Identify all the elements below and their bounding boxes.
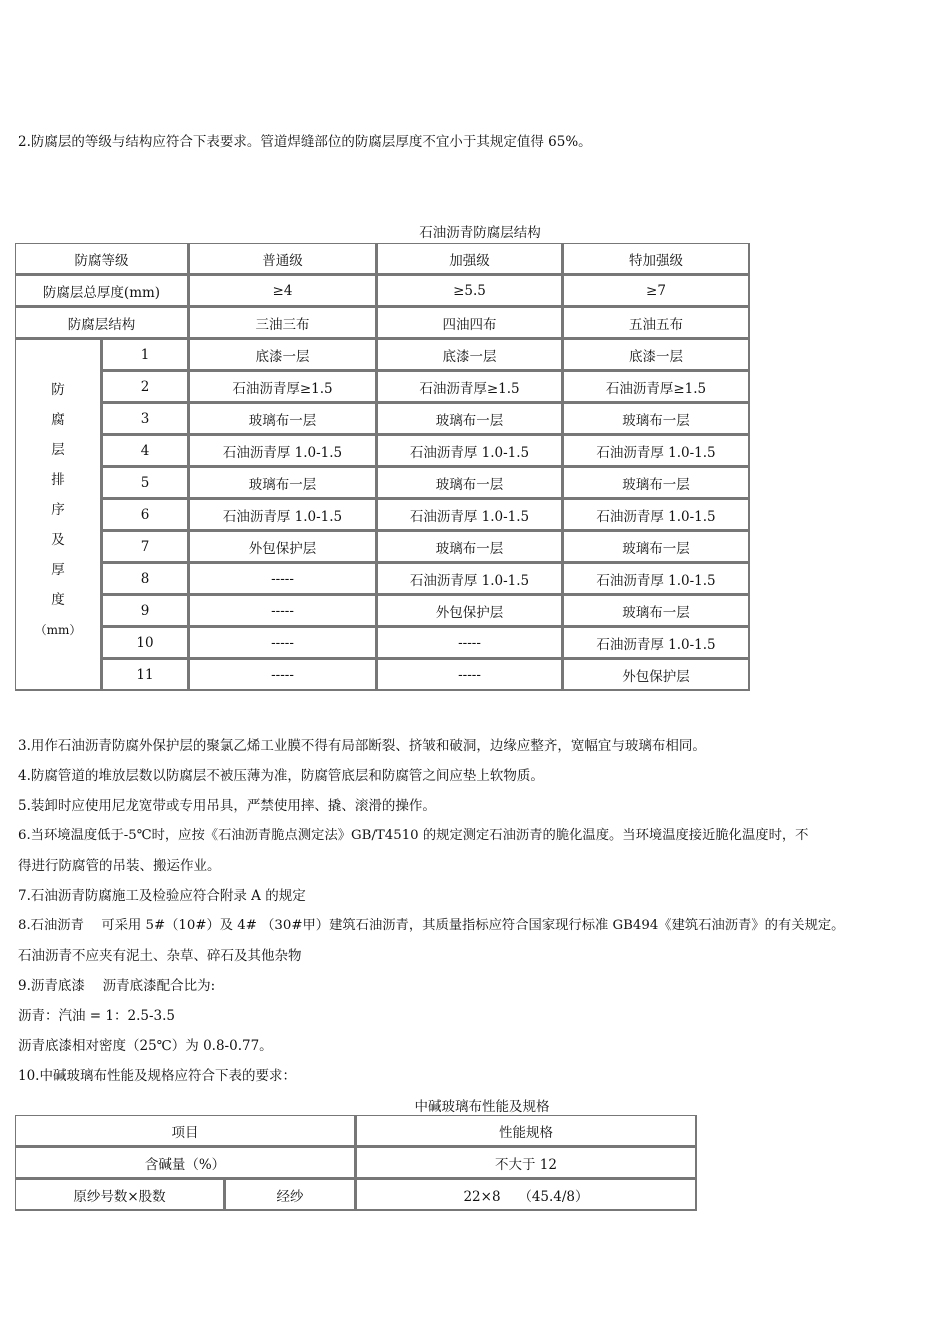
side-label-char: 度 (51, 591, 65, 608)
table-cell: 三油三布 (189, 307, 377, 339)
row-label: 防腐层总厚度(mm) (15, 275, 189, 307)
table-cell: 石油沥青厚 1.0-1.5 (377, 563, 563, 595)
side-label-char: 及 (51, 531, 65, 548)
table-cell: ----- (189, 595, 377, 627)
table-cell: 玻璃布一层 (563, 403, 750, 435)
table-cell: 石油沥青厚 1.0-1.5 (189, 499, 377, 531)
side-label-char: 序 (51, 501, 65, 518)
header-cell: 特加强级 (563, 243, 750, 275)
table-cell: 玻璃布一层 (189, 403, 377, 435)
table-cell: 经纱 (225, 1179, 356, 1211)
table-row (15, 307, 750, 339)
density-note: 沥青底漆相对密度（25℃）为 0.8-0.77。 (18, 1038, 273, 1054)
table-cell: 外包保护层 (563, 659, 750, 691)
table-row (15, 371, 750, 403)
table-cell: 22×8 （45.4/8） (356, 1179, 697, 1211)
paragraph-8-cont: 石油沥青不应夹有泥土、杂草、碎石及其他杂物 (18, 948, 302, 964)
table-cell: 玻璃布一层 (377, 403, 563, 435)
table-cell: 石油沥青厚 1.0-1.5 (563, 499, 750, 531)
table-cell: 不大于 12 (356, 1147, 697, 1179)
table-row (15, 403, 750, 435)
header-cell: 加强级 (377, 243, 563, 275)
table-cell: 底漆一层 (189, 339, 377, 371)
table-cell: ----- (189, 563, 377, 595)
layer-number: 8 (102, 563, 189, 595)
table-row (15, 243, 750, 275)
paragraph-8: 8.石油沥青 可采用 5#（10#）及 4# （30#甲）建筑石油沥青，其质量指标应符合国家现行标准 GB494《建筑石油沥青》的有关规定。 (18, 918, 845, 933)
table-cell: 四油四布 (377, 307, 563, 339)
table-row (15, 339, 750, 371)
table-cell: 底漆一层 (377, 339, 563, 371)
table-cell: 石油沥青厚≥1.5 (563, 371, 750, 403)
table-cell: ≥5.5 (377, 275, 563, 307)
intro-paragraph: 2.防腐层的等级与结构应符合下表要求。管道焊缝部位的防腐层厚度不宜小于其规定值得 65%。 (18, 134, 592, 150)
glass-cloth-spec-table (15, 1115, 697, 1211)
table1-caption: 石油沥青防腐层结构 (419, 225, 541, 241)
table-cell: 石油沥青厚 1.0-1.5 (189, 435, 377, 467)
layer-number: 2 (102, 371, 189, 403)
table-cell: 玻璃布一层 (377, 467, 563, 499)
layer-number: 7 (102, 531, 189, 563)
row-label: 防腐层结构 (15, 307, 189, 339)
side-label-char: 厚 (51, 561, 65, 578)
header-cell: 普通级 (189, 243, 377, 275)
table-row (15, 595, 750, 627)
paragraph-10: 10.中碱玻璃布性能及规格应符合下表的要求： (18, 1068, 296, 1084)
layer-number: 11 (102, 659, 189, 691)
paragraph-6-cont: 得进行防腐管的吊装、搬运作业。 (18, 858, 221, 874)
side-label-char: 层 (51, 441, 65, 458)
side-label-char: 防 (51, 381, 65, 398)
table-row (15, 1115, 697, 1147)
table-cell: 石油沥青厚≥1.5 (189, 371, 377, 403)
table-cell: 底漆一层 (563, 339, 750, 371)
table-cell: 五油五布 (563, 307, 750, 339)
paragraph-6: 6.当环境温度低于-5℃时，应按《石油沥青脆点测定法》GB/T4510 的规定测定石油沥青的脆化温度。当环境温度接近脆化温度时，不 (18, 828, 809, 843)
layer-number: 9 (102, 595, 189, 627)
header-cell: 防腐等级 (15, 243, 189, 275)
table-cell: 石油沥青厚 1.0-1.5 (377, 499, 563, 531)
table-cell: 外包保护层 (377, 595, 563, 627)
table-row (15, 275, 750, 307)
layer-number: 1 (102, 339, 189, 371)
side-label-char: （mm） (34, 622, 82, 637)
table-row (15, 531, 750, 563)
table-cell: 石油沥青厚 1.0-1.5 (563, 435, 750, 467)
table-cell: ----- (377, 627, 563, 659)
table-cell: ----- (189, 659, 377, 691)
header-cell: 性能规格 (356, 1115, 697, 1147)
table-cell: 玻璃布一层 (377, 531, 563, 563)
row-label: 含碱量（%） (15, 1147, 356, 1179)
table2-caption: 中碱玻璃布性能及规格 (414, 1099, 550, 1115)
table-cell: 石油沥青厚 1.0-1.5 (563, 563, 750, 595)
row-label: 原纱号数×股数 (15, 1179, 225, 1211)
paragraph-9: 9.沥青底漆 沥青底漆配合比为: (18, 978, 216, 994)
table-row (15, 499, 750, 531)
table-row (15, 435, 750, 467)
layer-order-label (15, 339, 102, 691)
table-cell: ----- (377, 659, 563, 691)
table-cell: 石油沥青厚 1.0-1.5 (377, 435, 563, 467)
table-row (15, 467, 750, 499)
table-row (15, 1179, 697, 1211)
table-row (15, 563, 750, 595)
anticorrosion-structure-table (15, 243, 750, 691)
asphalt-ratio: 沥青：汽油 = 1：2.5-3.5 (18, 1008, 175, 1024)
side-label-char: 排 (51, 471, 65, 488)
layer-number: 6 (102, 499, 189, 531)
table-row (15, 627, 750, 659)
paragraph-7: 7.石油沥青防腐施工及检验应符合附录 A 的规定 (18, 888, 306, 904)
table-cell: 外包保护层 (189, 531, 377, 563)
header-cell: 项目 (15, 1115, 356, 1147)
table-cell: ≥4 (189, 275, 377, 307)
layer-number: 5 (102, 467, 189, 499)
table-cell: 石油沥青厚 1.0-1.5 (563, 627, 750, 659)
layer-number: 4 (102, 435, 189, 467)
side-label-char: 腐 (51, 411, 65, 428)
paragraph-3: 3.用作石油沥青防腐外保护层的聚氯乙烯工业膜不得有局部断裂、挤皱和破洞，边缘应整齐，宽幅宜与玻璃布相同。 (18, 738, 706, 754)
table-cell: 石油沥青厚≥1.5 (377, 371, 563, 403)
paragraph-4: 4.防腐管道的堆放层数以防腐层不被压薄为准，防腐管底层和防腐管之间应垫上软物质。 (18, 768, 544, 784)
table-cell: ≥7 (563, 275, 750, 307)
layer-number: 10 (102, 627, 189, 659)
table-row (15, 1147, 697, 1179)
table-row (15, 659, 750, 691)
table-cell: 玻璃布一层 (563, 531, 750, 563)
table-cell: 玻璃布一层 (563, 595, 750, 627)
table-cell: 玻璃布一层 (189, 467, 377, 499)
paragraph-5: 5.装卸时应使用尼龙宽带或专用吊具，严禁使用摔、撬、滚滑的操作。 (18, 798, 436, 814)
table-cell: 玻璃布一层 (563, 467, 750, 499)
layer-number: 3 (102, 403, 189, 435)
table-cell: ----- (189, 627, 377, 659)
